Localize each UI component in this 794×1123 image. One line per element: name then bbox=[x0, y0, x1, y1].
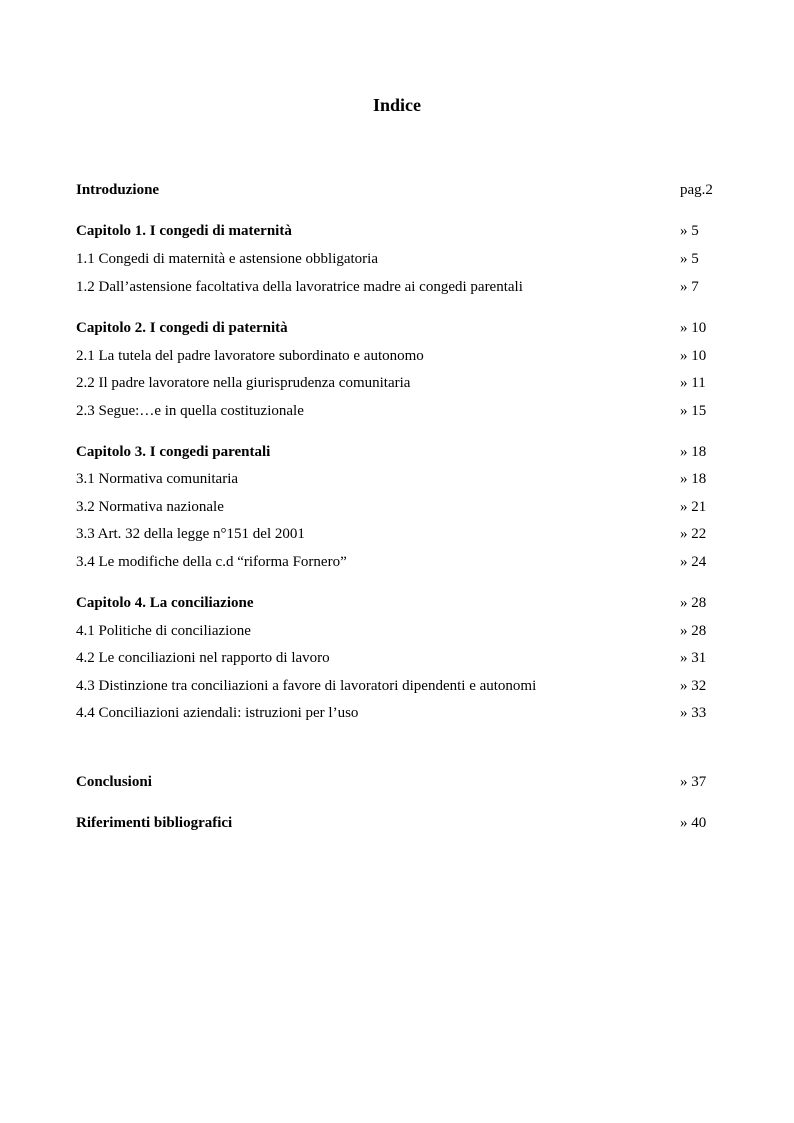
toc-section-1-1 bbox=[76, 249, 716, 269]
toc-entry-page: » 33 bbox=[680, 705, 707, 721]
toc-entry-page: » 5 bbox=[680, 223, 699, 239]
toc-entry-page: » 18 bbox=[680, 471, 707, 487]
toc-section-4-2 bbox=[76, 648, 716, 668]
toc-entry-page: » 22 bbox=[680, 526, 707, 542]
toc-entry-label: Introduzione bbox=[76, 182, 160, 198]
toc-entry-label: Capitolo 2. I congedi di paternità bbox=[76, 320, 288, 336]
toc-entry-page: » 31 bbox=[680, 650, 707, 666]
toc-entry-page: » 11 bbox=[680, 375, 706, 391]
toc-section-4-3 bbox=[76, 676, 716, 696]
toc-entry-label: 4.1 Politiche di conciliazione bbox=[76, 623, 251, 639]
toc-entry-label: 3.4 Le modifiche della c.d “riforma Fornero” bbox=[76, 554, 347, 570]
toc-entry-page: » 24 bbox=[680, 554, 707, 570]
toc-entry-label: Riferimenti bibliografici bbox=[76, 815, 233, 831]
toc-entry-page: » 28 bbox=[680, 595, 707, 611]
toc-entry-label: 4.4 Conciliazioni aziendali: istruzioni per l’uso bbox=[76, 705, 359, 721]
toc-section-2-2 bbox=[76, 373, 716, 393]
toc-entry-page: » 10 bbox=[680, 348, 707, 364]
toc-entry-label: Capitolo 4. La conciliazione bbox=[76, 595, 254, 611]
toc-section-3-2 bbox=[76, 497, 716, 517]
toc-entry-label: 3.2 Normativa nazionale bbox=[76, 499, 224, 515]
toc-chapter-2 bbox=[76, 318, 716, 338]
toc-section-2-1 bbox=[76, 346, 716, 366]
toc-entry-introduzione bbox=[76, 180, 716, 200]
toc-section-3-1 bbox=[76, 469, 716, 489]
toc-entry-label: 1.1 Congedi di maternità e astensione obbligatoria bbox=[76, 251, 379, 267]
toc-section-2-3 bbox=[76, 401, 716, 421]
toc-chapter-4 bbox=[76, 593, 716, 613]
page-title: Indice bbox=[372, 95, 421, 115]
toc-entry-page: » 28 bbox=[680, 623, 707, 639]
toc-section-3-4 bbox=[76, 552, 716, 572]
toc-entry-riferimenti bbox=[76, 813, 716, 833]
toc-entry-label: 4.2 Le conciliazioni nel rapporto di lavoro bbox=[76, 650, 330, 666]
toc-entry-conclusioni bbox=[76, 772, 716, 792]
toc-entry-page: » 7 bbox=[680, 279, 699, 295]
toc-entry-label: 4.3 Distinzione tra conciliazioni a favore di lavoratori dipendenti e autonomi bbox=[76, 678, 537, 694]
toc-section-3-3 bbox=[76, 524, 716, 544]
toc-section-1-2 bbox=[76, 277, 716, 297]
toc-section-4-1 bbox=[76, 621, 716, 641]
toc-entry-page: » 37 bbox=[680, 774, 707, 790]
toc-entry-label: 3.3 Art. 32 della legge n°151 del 2001 bbox=[76, 526, 305, 542]
toc-entry-label: 3.1 Normativa comunitaria bbox=[76, 471, 239, 487]
toc-entry-label: Conclusioni bbox=[76, 774, 152, 790]
toc-entry-page: » 18 bbox=[680, 444, 707, 460]
toc-section-4-4 bbox=[76, 703, 716, 723]
toc-entry-page: » 5 bbox=[680, 251, 699, 267]
toc-entry-label: Capitolo 3. I congedi parentali bbox=[76, 444, 271, 460]
toc-chapter-1 bbox=[76, 221, 716, 241]
toc-entry-label: 1.2 Dall’astensione facoltativa della lavoratrice madre ai congedi parentali bbox=[76, 279, 523, 295]
toc-entry-page: » 15 bbox=[680, 403, 707, 419]
toc-chapter-3 bbox=[76, 442, 716, 462]
toc-entry-label: Capitolo 1. I congedi di maternità bbox=[76, 223, 292, 239]
toc-entry-label: 2.1 La tutela del padre lavoratore subordinato e autonomo bbox=[76, 348, 424, 364]
toc-entry-label: 2.2 Il padre lavoratore nella giurisprudenza comunitaria bbox=[76, 375, 411, 391]
toc-entry-page: » 40 bbox=[680, 815, 707, 831]
toc-entry-page: » 32 bbox=[680, 678, 707, 694]
toc-entry-page: » 21 bbox=[680, 499, 707, 515]
toc-entry-page: » 10 bbox=[680, 320, 707, 336]
toc-entry-label: 2.3 Segue:…e in quella costituzionale bbox=[76, 403, 304, 419]
toc-entry-page: pag.2 bbox=[680, 182, 713, 198]
